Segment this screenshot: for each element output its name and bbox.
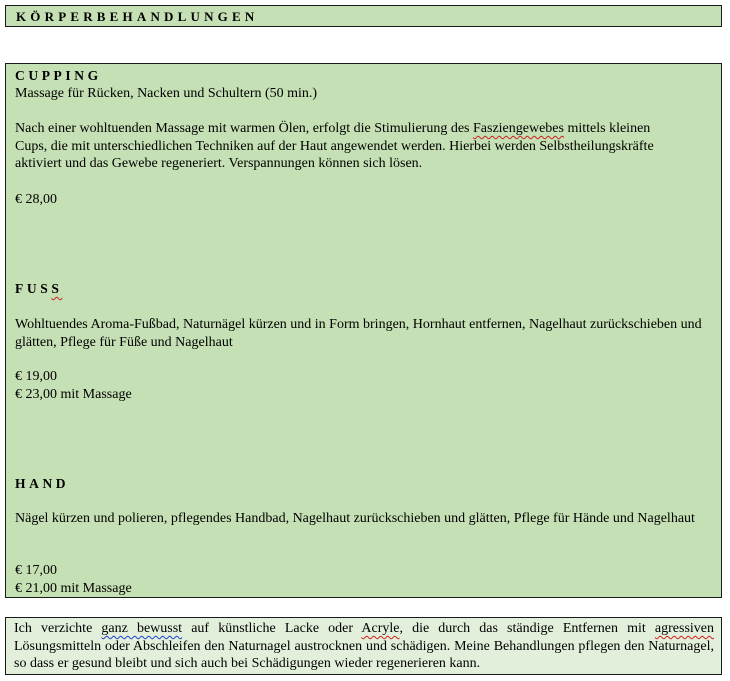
fuss-title-part-1: FUS (15, 281, 52, 296)
note-part-7: Lösungsmitteln oder Abschleifen den Naturnagel austrocknen und schädigen. Meine Behandlungen pflegen den Naturnagel, so dass er gesund bleibt und sich auch bei (14, 638, 714, 671)
note-word-ganz-bewusst: ganz bewusst (101, 621, 183, 636)
cupping-title-text: CUPPING (15, 68, 102, 83)
fuss-price: € 19,00 (15, 369, 57, 384)
hand-description: Nägel kürzen und polieren, pflegendes Handbad, Nagelhaut zurückschieben und glätten, Pflege für Hände und Nagelhaut (15, 511, 695, 526)
note-box (5, 617, 722, 675)
cupping-desc-word-fasziengewebes: Fasziengewebes (473, 121, 564, 136)
note-part-1: Ich verzichte (14, 621, 93, 636)
hand-title: HAND (15, 476, 70, 491)
fuss-description: Wohltuendes Aroma-Fußbad, Naturnägel kürzen und in Form bringen, Hornhaut entfernen, Nagelhaut zurückschieben und glätten, Pflege für Füße und Nagelhaut (15, 317, 702, 350)
cupping-description (15, 120, 675, 173)
cupping-desc-part-1: Nach einer wohltuenden Massage mit warmen Ölen, erfolgt die Stimulierung des (15, 121, 470, 136)
note-word-acryle: Acryle (361, 621, 400, 636)
cupping-desc-part-3: mittels kleinen Cups, die mit unterschiedlichen Techniken auf der Haut angewendet werden. Hierbei werden Selbstheilungskräfte aktiviert und das Gewebe regeneriert. Verspannungen können sich lösen. (15, 121, 654, 171)
page-title: KÖRPERBEHANDLUNGEN (16, 9, 259, 24)
hand-price: € 17,00 (15, 563, 57, 578)
cupping-price: € 28,00 (15, 192, 57, 207)
fuss-title-part-2: S (51, 281, 63, 296)
note-word-agressiven: agressiven (654, 621, 715, 636)
fuss-title (15, 280, 62, 298)
note-part-3: auf künstliche Lacke oder (191, 621, 354, 636)
note-part-5: , die durch das ständige Entfernen mit (399, 621, 646, 636)
note-part-9: wieder regenerieren kann. (334, 656, 481, 671)
hand-price-massage: € 21,00 mit Massage (15, 581, 132, 596)
header-box (5, 5, 722, 27)
cupping-subtitle: Massage für Rücken, Nacken und Schultern (50 min.) (15, 86, 318, 101)
cupping-title (15, 67, 102, 85)
fuss-price-massage: € 23,00 mit Massage (15, 387, 132, 402)
note-word-schaedigungen: Schädigungen (251, 656, 331, 671)
note-text (14, 620, 714, 673)
treatments-box (5, 63, 722, 598)
